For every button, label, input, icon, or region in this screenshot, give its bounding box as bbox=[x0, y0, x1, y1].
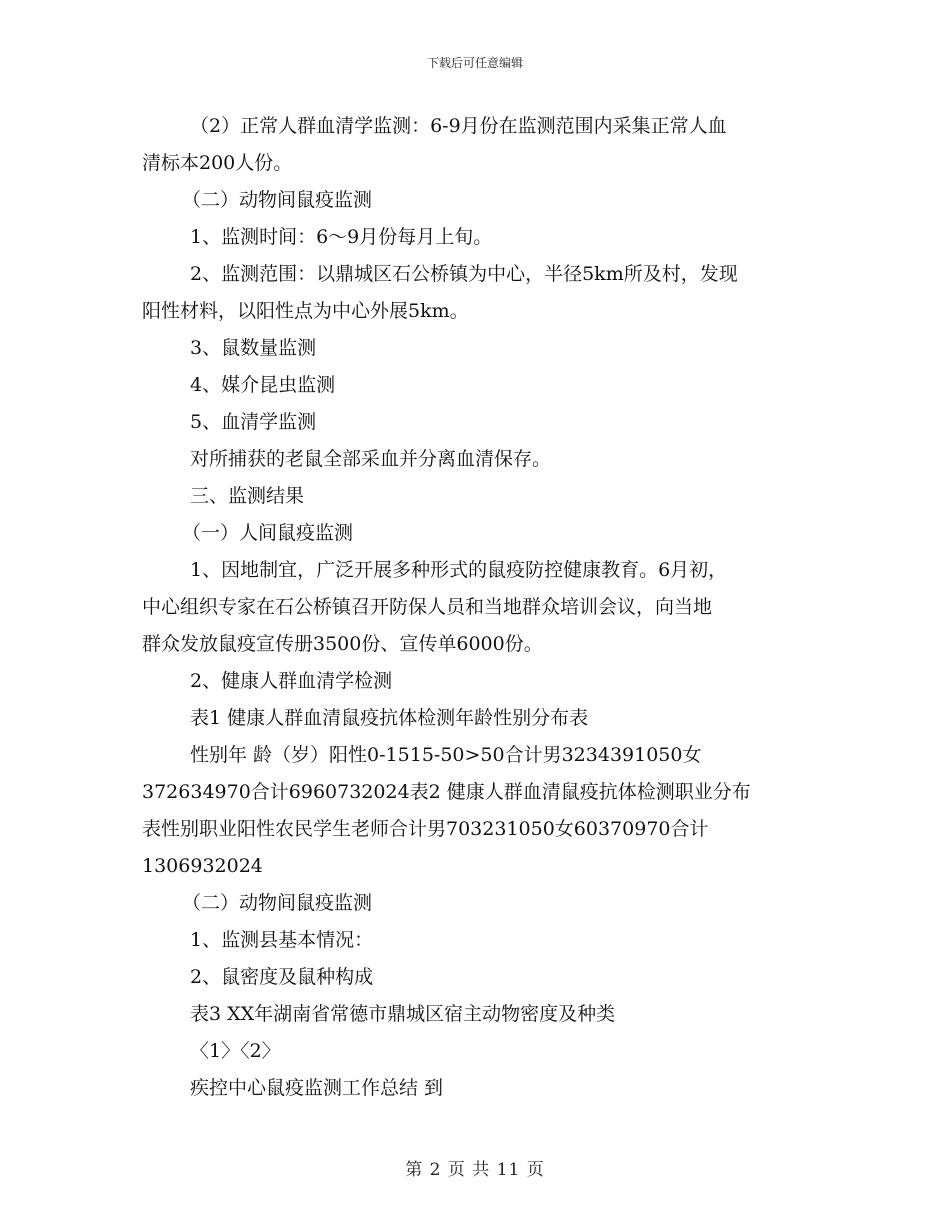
body-line: 〈1〉〈2〉 bbox=[190, 1040, 281, 1062]
body-line: 1、监测县基本情况： bbox=[190, 929, 374, 951]
body-line: 群众发放鼠疫宣传册3500份、宣传单6000份。 bbox=[142, 633, 543, 655]
page-number: 第 2 页 共 11 页 bbox=[405, 1160, 545, 1180]
body-line: 4、媒介昆虫监测 bbox=[190, 374, 336, 396]
body-line: （二）动物间鼠疫监测 bbox=[182, 892, 373, 914]
body-line: 表3 XX年湖南省常德市鼎城区宿主动物密度及种类 bbox=[190, 1003, 616, 1025]
body-line: 2、健康人群血清学检测 bbox=[190, 670, 393, 692]
body-line: 对所捕获的老鼠全部采血并分离血清保存。 bbox=[190, 448, 552, 470]
body-line: 表1 健康人群血清鼠疫抗体检测年龄性别分布表 bbox=[190, 707, 589, 729]
body-line: 中心组织专家在石公桥镇召开防保人员和当地群众培训会议，向当地 bbox=[142, 596, 713, 618]
body-line: 1、因地制宜，广泛开展多种形式的鼠疫防控健康教育。6月初， bbox=[190, 559, 728, 581]
body-line: 1306932024 bbox=[142, 855, 263, 877]
body-line: 性别年 龄（岁）阳性0-1515-50>50合计男3234391050女 bbox=[190, 744, 702, 766]
body-line: 372634970合计6960732024表2 健康人群血清鼠疫抗体检测职业分布 bbox=[142, 781, 751, 803]
body-line: 2、鼠密度及鼠种构成 bbox=[190, 966, 374, 988]
body-line: 1、监测时间：6～9月份每月上旬。 bbox=[190, 226, 493, 248]
body-line: 疾控中心鼠疫监测工作总结 到 bbox=[190, 1077, 444, 1099]
body-line: 阳性材料，以阳性点为中心外展5km。 bbox=[142, 300, 469, 322]
body-line: 2、监测范围：以鼎城区石公桥镇为中心，半径5km所及村，发现 bbox=[190, 263, 738, 285]
body-line: 三、监测结果 bbox=[190, 485, 305, 507]
body-line: （2）正常人群血清学监测：6-9月份在监测范围内采集正常人血 bbox=[190, 115, 727, 137]
body-line: （一）人间鼠疫监测 bbox=[182, 522, 354, 544]
document-body bbox=[142, 108, 812, 1107]
body-line: 3、鼠数量监测 bbox=[190, 337, 317, 359]
page-header: 下载后可任意编辑 bbox=[426, 56, 523, 70]
body-line: （二）动物间鼠疫监测 bbox=[182, 189, 373, 211]
body-line: 清标本200人份。 bbox=[142, 152, 293, 174]
body-line: 表性别职业阳性农民学生老师合计男703231050女60370970合计 bbox=[142, 818, 709, 840]
body-line: 5、血清学监测 bbox=[190, 411, 317, 433]
